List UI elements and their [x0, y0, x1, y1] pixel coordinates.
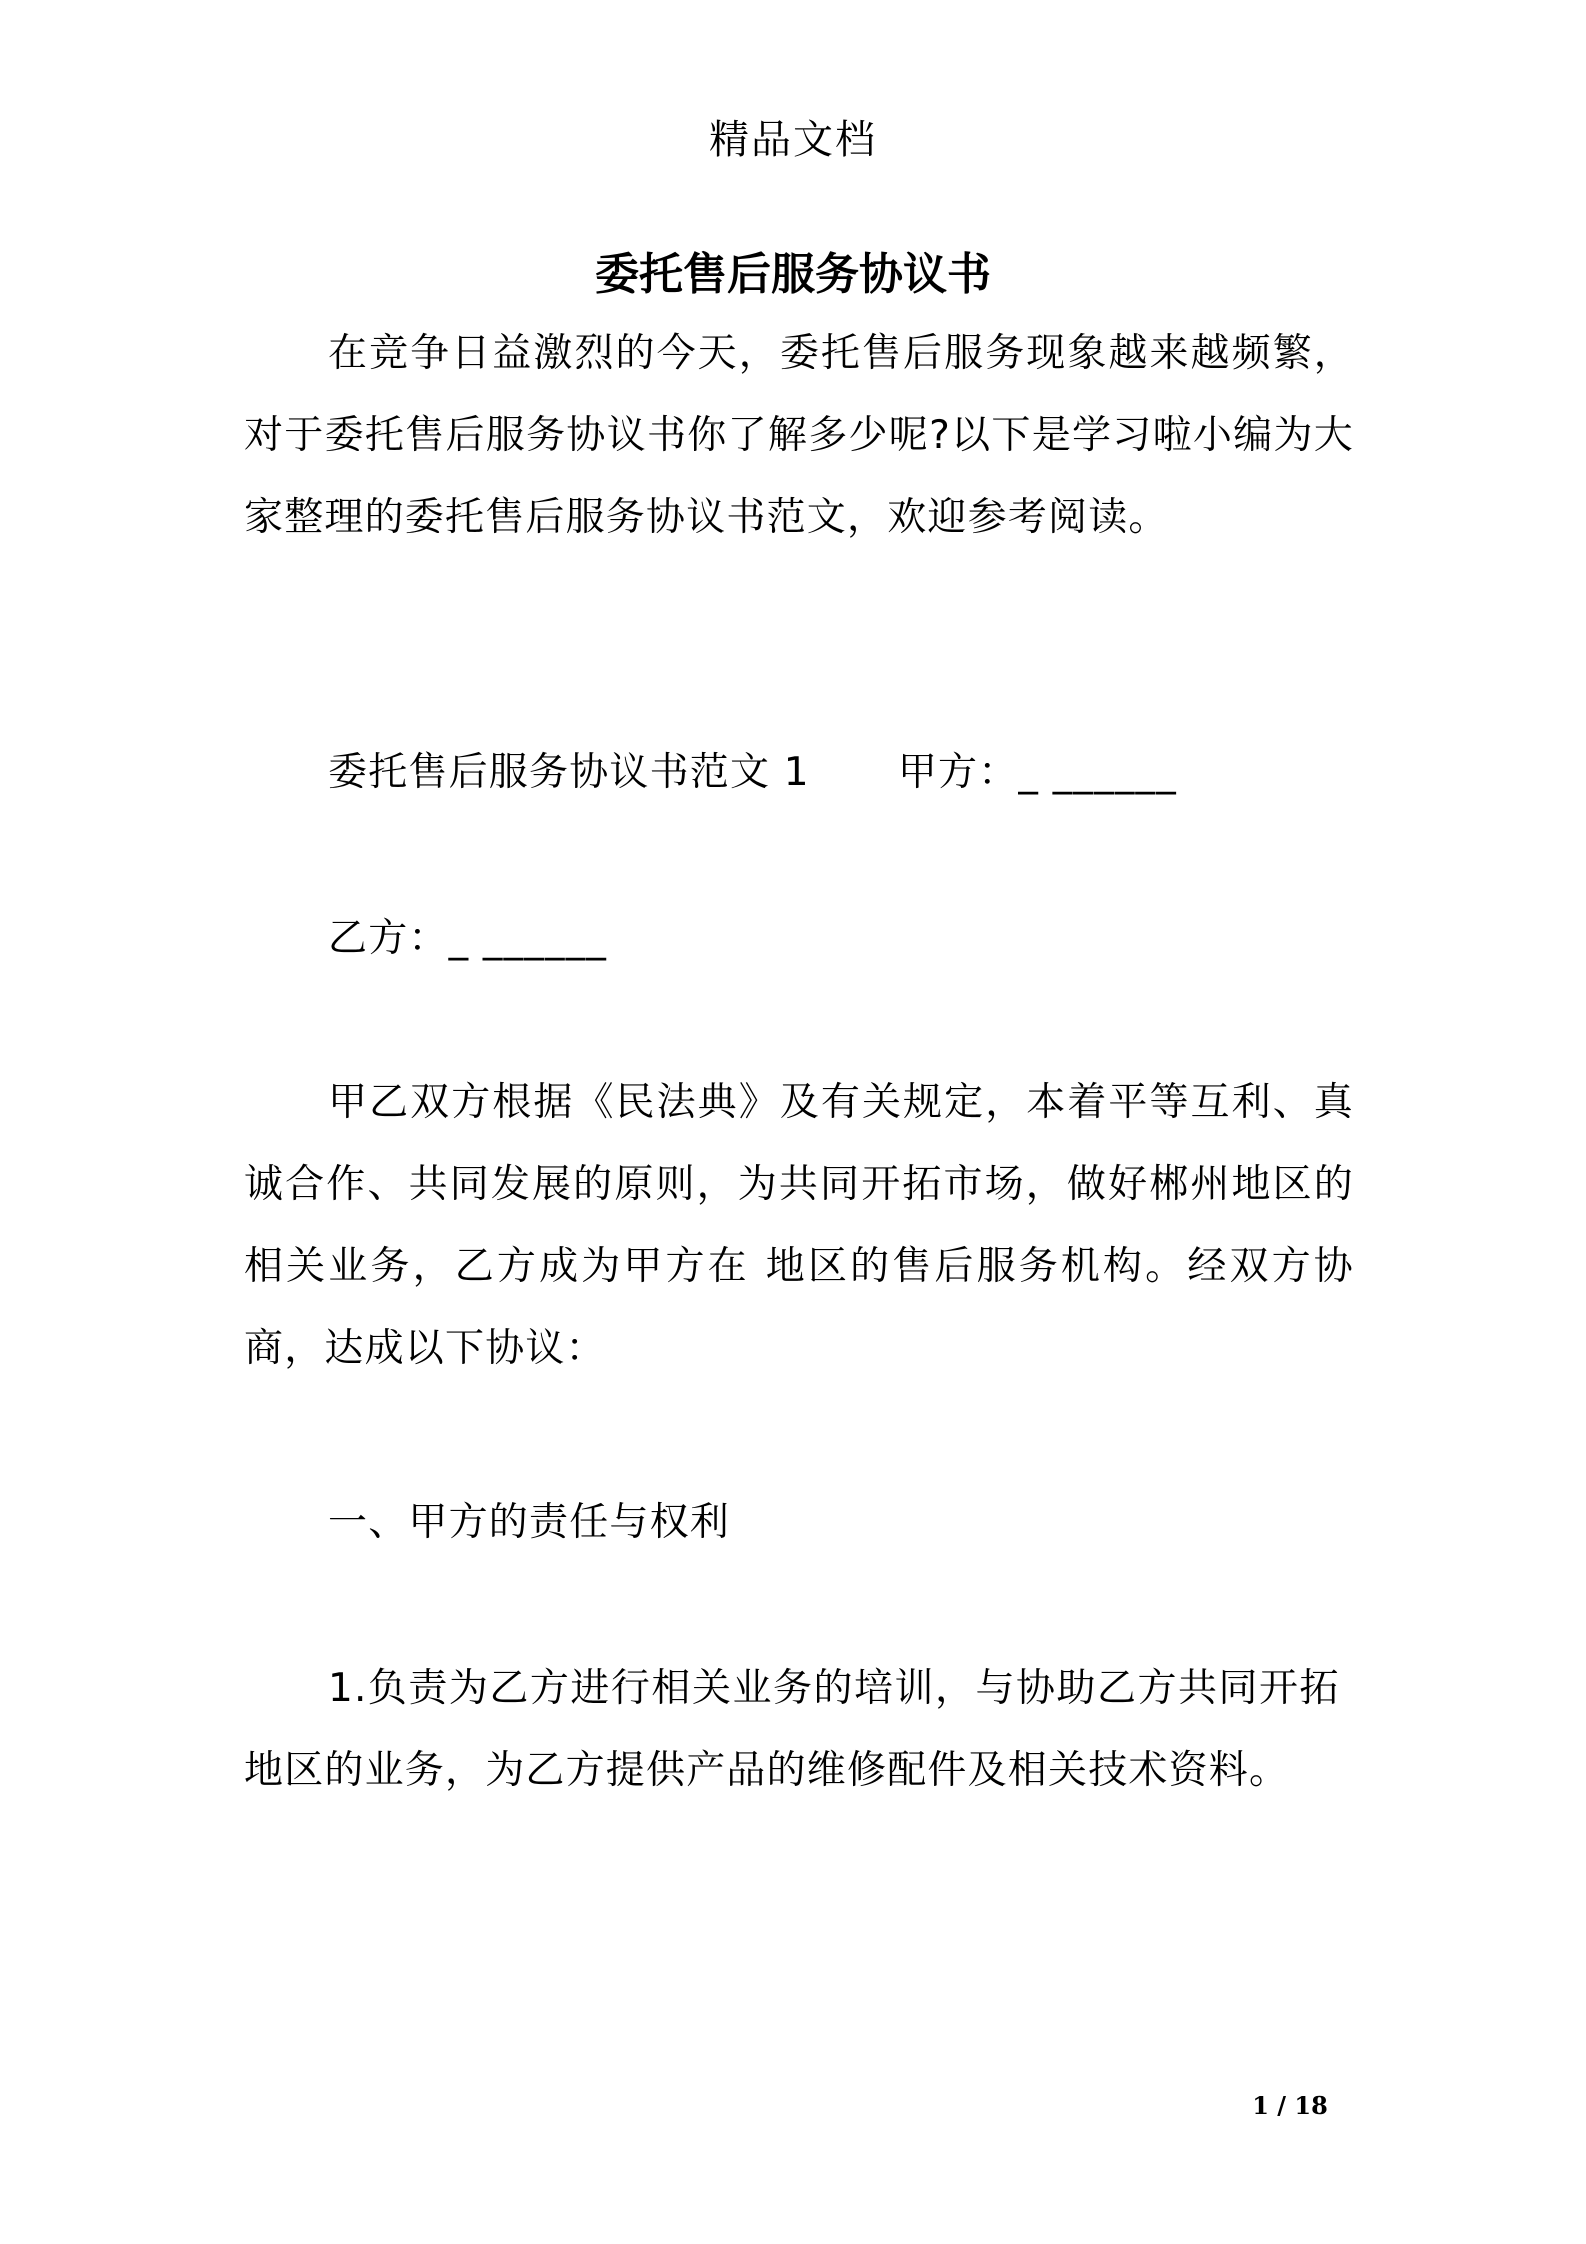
document-title: 委托售后服务协议书 [595, 249, 991, 301]
sample-heading-line [244, 732, 1354, 814]
party-b-blank: _ ______ [448, 916, 608, 961]
clause-1-text-part2: 地区的业务，为乙方提供产品的维修配件及相关技术资料。 [244, 1748, 1290, 1793]
header-label: 精品文档 [709, 117, 877, 163]
intro-paragraph [244, 313, 1354, 559]
intro-text: 在竞争日益激烈的今天，委托售后服务现象越来越频繁，对于委托售后服务协议书你了解多少呢?以下是学习啦小编为大家整理的委托售后服务协议书范文，欢迎参考阅读。 [244, 331, 1354, 540]
clause-1-paragraph [244, 1648, 1354, 1812]
page-number: 1 / 18 [1252, 2091, 1328, 2120]
clause-1-text-part1: 1.负责为乙方进行相关业务的培训，与协助乙方共同开拓 [328, 1666, 1340, 1711]
preamble-text-part2: 地区的售后服务机构。经双方协商，达成以下协议： [244, 1244, 1354, 1371]
section-1-heading [244, 1482, 1354, 1564]
preamble-paragraph [244, 1062, 1354, 1390]
preamble-text-part1: 甲乙双方根据《民法典》及有关规定，本着平等互利、真诚合作、共同发展的原则，为共同开拓市场，做好郴州地区的相关业务，乙方成为甲方在 [244, 1080, 1354, 1289]
party-b-line [244, 898, 1354, 980]
party-a-blank: _ ______ [1018, 750, 1177, 795]
sample-heading: 委托售后服务协议书范文 1 [328, 750, 810, 795]
party-b-label: 乙方： [328, 916, 449, 961]
section-1-heading-text: 一、甲方的责任与权利 [328, 1500, 731, 1545]
party-a-label: 甲方： [897, 750, 1019, 795]
